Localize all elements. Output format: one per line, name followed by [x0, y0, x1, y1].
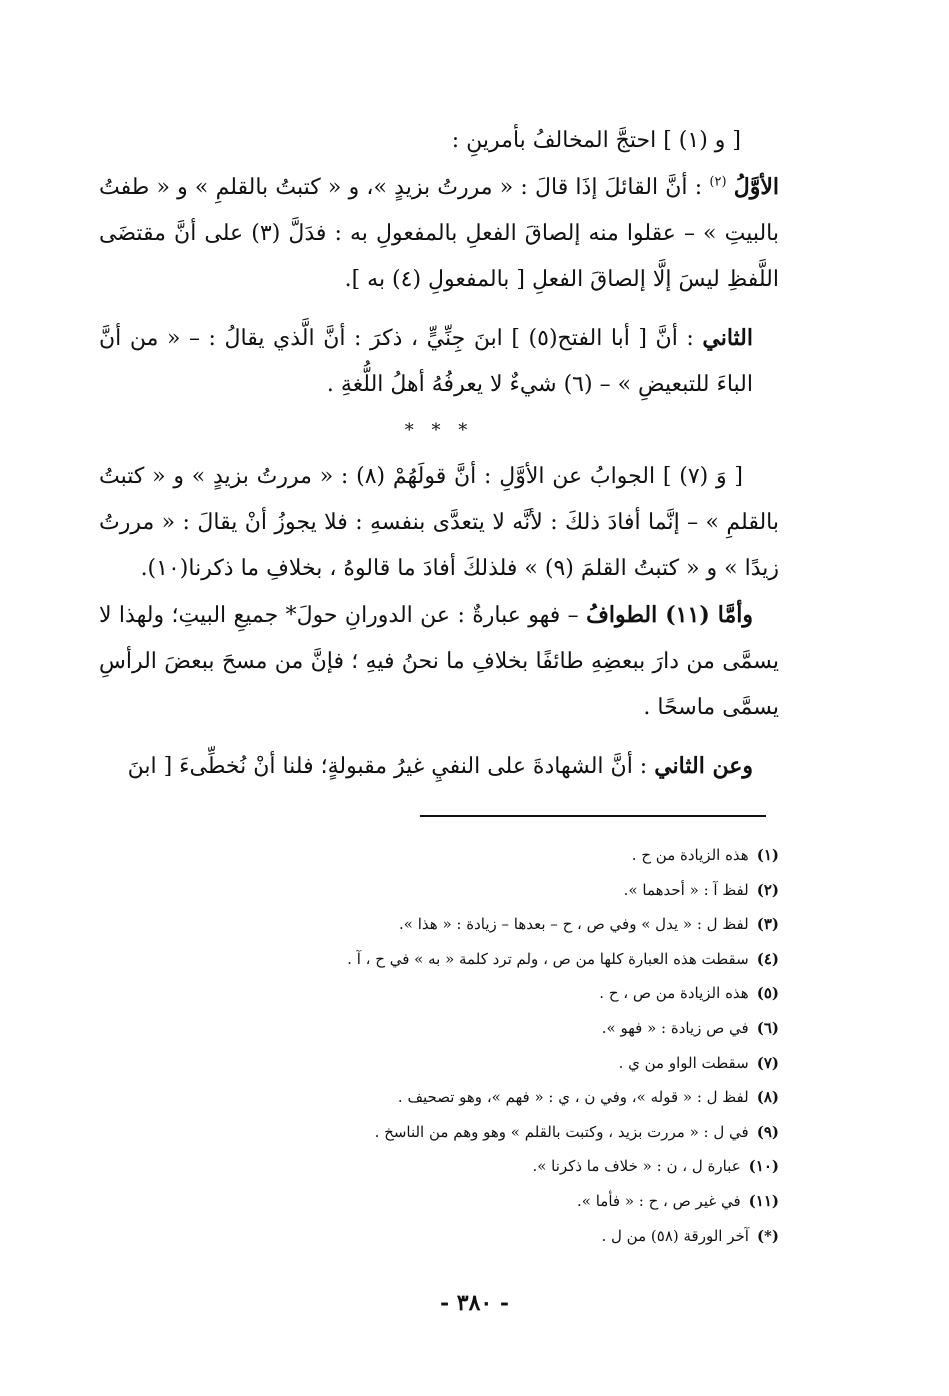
heading-first: الأوَّلُ	[733, 174, 779, 200]
footnote: (١١)في غير ص ، ح : « فأما ».	[577, 1191, 779, 1210]
main-text	[99, 118, 779, 790]
paragraph-intro: [ و (١) ] احتجَّ المخالفُ بأمرينِ :	[451, 128, 741, 153]
heading-answer-second: وعن الثاني	[654, 753, 753, 779]
paragraph-answer-first: [ وَ (٧) ] الجوابُ عن الأوَّلِ : أنَّ قولَهُمْ (٨) : « مررتُ بزيدٍ » و « كتبتُ بالقلمِ » – إنَّما أفادَ ذلكَ : لأنَّه لا يتعدَّى بنفسهِ : فلا يجوزُ أنْ يقالَ : « مررتُ زيدًا » و « كتبتُ القلمَ (٩) » فلذلكَ أفادَ ما قالوهُ ، بخلافِ ما ذكرنا(١٠).	[99, 464, 779, 581]
footnote: (٤)سقطت هذه العبارة كلها من ص ، ولم ترد كلمة « به » في ح ، آ .	[347, 949, 779, 968]
footnote: (٨)لفظ ل : « قوله »، وفي ن ، ي : « فهم »، وهو تصحيف .	[397, 1088, 779, 1107]
paragraph-answer-second	[99, 743, 779, 790]
footnote: (٧)سقطت الواو من ي .	[618, 1053, 779, 1072]
page-number: - ٣٨٠ -	[439, 1290, 510, 1316]
footnote-separator	[420, 815, 766, 817]
footnote: (*)آخر الورقة (٥٨) من ل .	[601, 1226, 779, 1245]
footnote: (١٠)عبارة ل ، ن : « خلاف ما ذكرنا ».	[532, 1157, 779, 1176]
footnote: (١)هذه الزيادة من ح .	[631, 846, 779, 864]
footnote-ref: (٢)	[709, 174, 727, 190]
heading-tawaf: وأمَّا (١١) الطوافُ	[586, 602, 753, 628]
footnote: (٩)في ل : « مررت بزيد ، وكتبت بالقلم » وهو وهم من الناسخ .	[374, 1122, 779, 1141]
footnote: (٦)في ص زيادة : « فهو ».	[601, 1018, 779, 1037]
paragraph-second-argument	[99, 315, 779, 408]
paragraph-tawaf-text: – فهو عبارةٌ : عن الدورانِ حولَ* جميعِ البيتِ؛ ولهذا لا يسمَّى من دارَ ببعضِهِ طائفًا بخلافِ ما نحنُ فيهِ ؛ فإنَّ من مسحَ ببعضَ الرأسِ يسمَّى ماسحًا .	[99, 603, 779, 720]
footnote: (٢)لفظ آ : « أحدهما ».	[623, 880, 779, 899]
paragraph-second-text: : أنَّ [ أبا الفتح(٥) ] ابنَ جِنِّيٍّ ، ذكرَ : أنَّ الَّذي يقالُ : – « من أنَّ الباءَ للتبعيضِ » – (٦) شيءٌ لا يعرفُهُ أهلُ اللُّغةِ .	[99, 326, 753, 397]
footnotes	[139, 838, 779, 1253]
paragraph-first-argument	[99, 164, 779, 303]
heading-second: الثاني	[702, 325, 753, 351]
section-divider: * * *	[404, 420, 474, 441]
footnote: (٣)لفظ ل : « يدل » وفي ص ، ح – بعدها – زيادة : « هذا ».	[399, 915, 779, 934]
paragraph-tawaf	[99, 592, 779, 731]
footnote: (٥)هذه الزيادة من ص ، ح .	[599, 984, 779, 1003]
paragraph-first-text: : أنَّ القائلَ إذَا قالَ : « مررتُ بزيدٍ »، و « كتبتُ بالقلمِ » و « طفتُ بالبيتِ » – عقلوا منه إلصاقَ الفعلِ بالمفعولِ به : فدَلَّ (٣) على أنَّ مقتضَى اللَّفظِ ليسَ إلَّا إلصاقَ الفعلِ [ بالمفعولِ (٤) به ].	[99, 175, 780, 292]
paragraph-answer-second-text: : أنَّ الشهادةَ على النفيِ غيرُ مقبولةٍ؛ فلنا أنْ نُخطِّىءَ [ ابنَ	[127, 754, 648, 779]
